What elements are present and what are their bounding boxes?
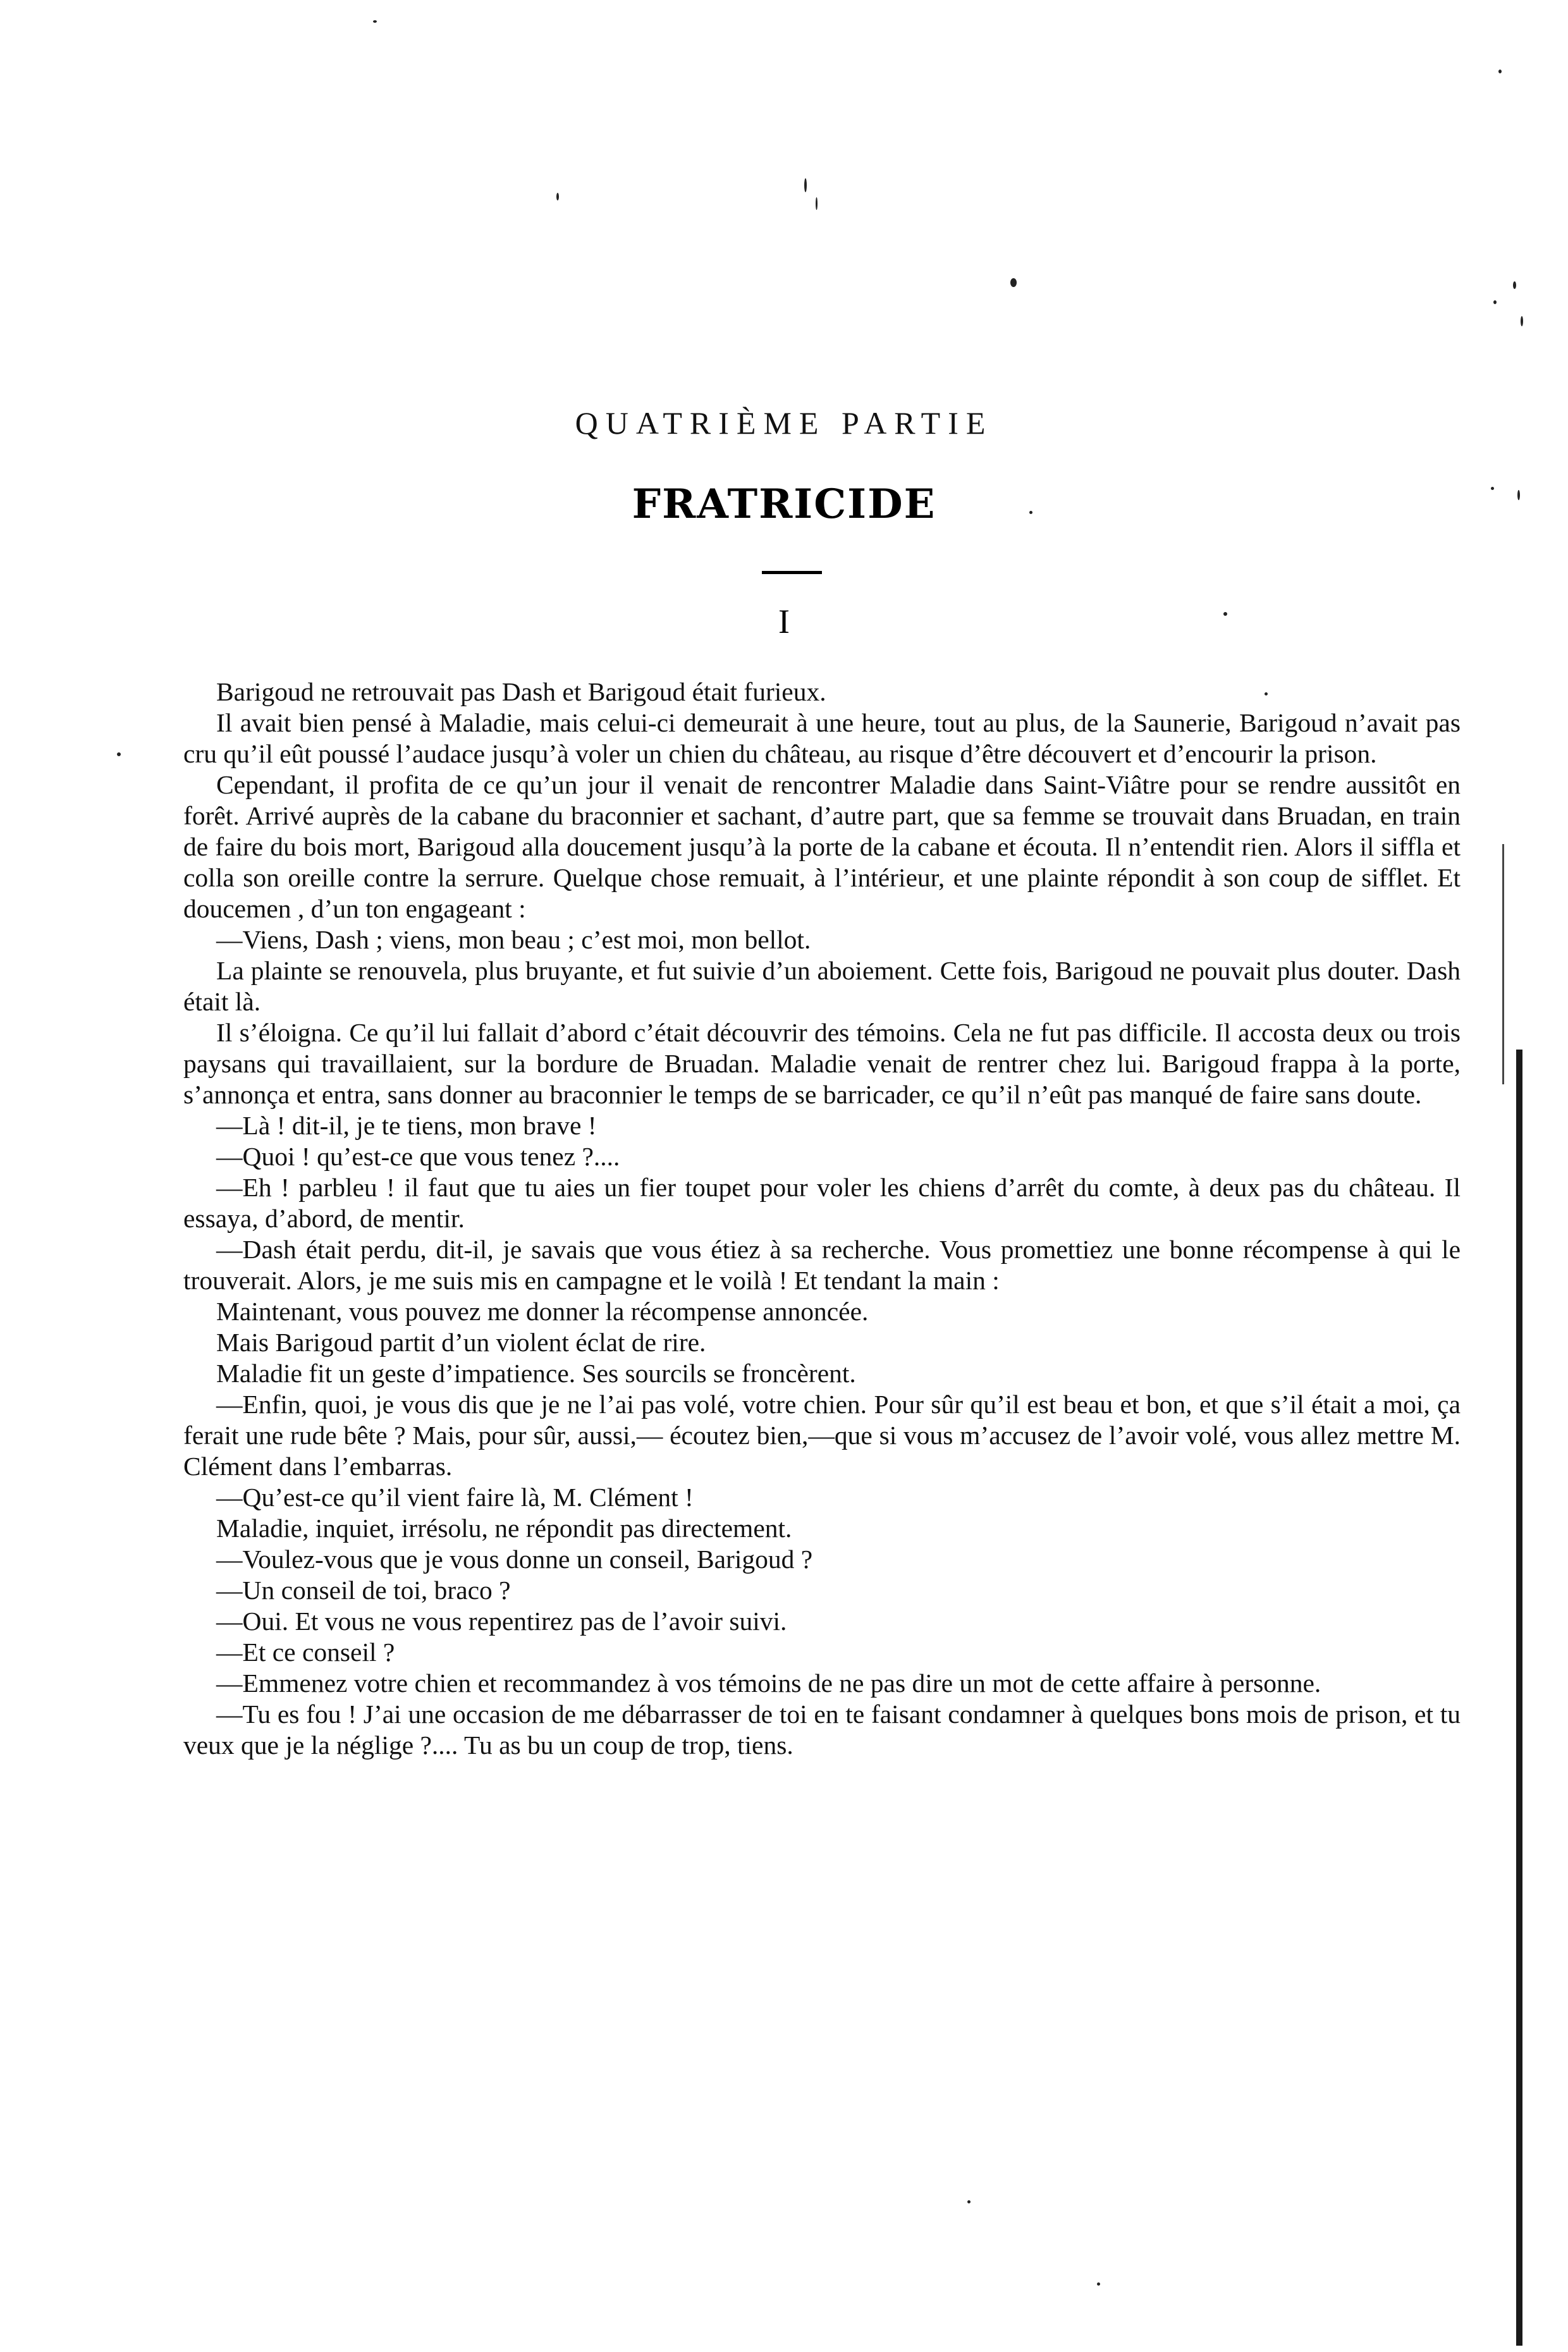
scan-speck: [1097, 2282, 1100, 2286]
body-text: [183, 677, 1461, 1761]
paragraph: La plainte se renouvela, plus bruyante, et fut suivie d’un aboiement. Cette fois, Barigoud ne pouvait plus douter. Dash était là.: [183, 956, 1461, 1016]
scan-speck: [1010, 278, 1017, 287]
paragraph: Barigoud ne retrouvait pas Dash et Barigoud était furieux.: [216, 677, 826, 706]
scan-speck: [1029, 511, 1032, 514]
paragraph: —Enfin, quoi, je vous dis que je ne l’ai pas volé, votre chien. Pour sûr qu’il est beau et bon, et que s’il était a moi, ça ferait une rude bête ? Mais, pour sûr, aussi,— écoutez bien,—que si vous m’accusez de l’avoir volé, vous allez mettre M. Clément dans l’embarras.: [183, 1390, 1461, 1481]
paragraph: —Tu es fou ! J’ai une occasion de me débarrasser de toi en te faisant condamner à quelques bons mois de prison, et tu veux que je la néglige ?.... Tu as bu un coup de trop, tiens.: [183, 1700, 1461, 1760]
scan-speck: [556, 193, 559, 200]
paragraph: Il s’éloigna. Ce qu’il lui fallait d’abord c’était découvrir des témoins. Cela ne fut pas difficile. Il accosta deux ou trois paysans qui travaillaient, sur la bordure de Bruadan. Maladie venait de rentrer chez lui. Barigoud frappa à la porte, s’annonça et entra, sans donner au braconnier le temps de se barricader, ce qu’il n’eût pas manqué de faire sans doute.: [183, 1018, 1461, 1109]
paragraph: —Dash était perdu, dit-il, je savais que vous étiez à sa recherche. Vous promettiez une bonne récompense à qui le trouverait. Alors, je me suis mis en campagne et le voilà ! Et tendant la main :: [183, 1235, 1461, 1295]
paragraph: Maladie, inquiet, irrésolu, ne répondit pas directement.: [216, 1514, 792, 1543]
chapter-title: FRATRICIDE: [632, 481, 936, 528]
scan-speck: [117, 752, 121, 756]
scan-speck: [804, 178, 807, 192]
scan-speck: [816, 197, 818, 210]
paragraph: —Oui. Et vous ne vous repentirez pas de l’avoir suivi.: [216, 1607, 787, 1636]
title-divider: [762, 571, 822, 574]
scan-speck: [373, 20, 377, 23]
paragraph: Cependant, il profita de ce qu’un jour il venait de rencontrer Maladie dans Saint-Viâtre pour se rendre aussitôt en forêt. Arrivé auprès de la cabane du braconnier et sachant, d’autre part, que sa femme se trouvait dans Bruadan, en train de faire du bois mort, Barigoud alla doucement jusqu’à la porte de la cabane et écouta. Il n’entendit rien. Alors il siffla et colla son oreille contre la serrure. Quelque chose remuait, à l’intérieur, et une plainte répondit à son coup de sifflet. Et doucemen , d’un ton engageant :: [183, 770, 1461, 923]
scan-speck: [1521, 316, 1523, 326]
scan-speck: [1265, 692, 1268, 695]
paragraph: —Et ce conseil ?: [216, 1638, 395, 1667]
scan-speck: [1513, 281, 1516, 289]
scan-speck: [1223, 612, 1227, 616]
chapter-number: I: [778, 603, 790, 640]
paragraph: Maintenant, vous pouvez me donner la récompense annoncée.: [216, 1297, 869, 1326]
paragraph: —Un conseil de toi, braco ?: [216, 1576, 511, 1605]
paragraph: —Voulez-vous que je vous donne un conseil, Barigoud ?: [216, 1545, 813, 1574]
paragraph: —Emmenez votre chien et recommandez à vos témoins de ne pas dire un mot de cette affaire à personne.: [216, 1669, 1321, 1698]
paragraph: Maladie fit un geste d’impatience. Ses sourcils se froncèrent.: [216, 1359, 856, 1388]
part-heading: QUATRIÈME PARTIE: [575, 405, 993, 441]
scan-speck: [1493, 300, 1497, 304]
paragraph: —Viens, Dash ; viens, mon beau ; c’est moi, mon bellot.: [216, 925, 811, 954]
paragraph: —Eh ! parbleu ! il faut que tu aies un fier toupet pour voler les chiens d’arrêt du comte, à deux pas du château. Il essaya, d’abord, de mentir.: [183, 1173, 1461, 1233]
paragraph: —Qu’est-ce qu’il vient faire là, M. Clément !: [216, 1483, 694, 1512]
paragraph: Il avait bien pensé à Maladie, mais celui-ci demeurait à une heure, tout au plus, de la Saunerie, Barigoud n’avait pas cru qu’il eût poussé l’audace jusqu’à voler un chien du château, au risque d’être découvert et d’encourir la prison.: [183, 708, 1461, 768]
paragraph: —Quoi ! qu’est-ce que vous tenez ?....: [216, 1142, 620, 1171]
scan-edge-mark: [1502, 844, 1504, 1084]
scan-speck: [1517, 490, 1520, 500]
paragraph: —Là ! dit-il, je te tiens, mon brave !: [216, 1111, 597, 1140]
scan-speck: [1491, 487, 1494, 490]
scan-speck: [1498, 70, 1502, 73]
scan-edge-shadow: [1516, 1050, 1522, 2346]
paragraph: Mais Barigoud partit d’un violent éclat de rire.: [216, 1328, 706, 1357]
scan-speck: [967, 2200, 971, 2203]
